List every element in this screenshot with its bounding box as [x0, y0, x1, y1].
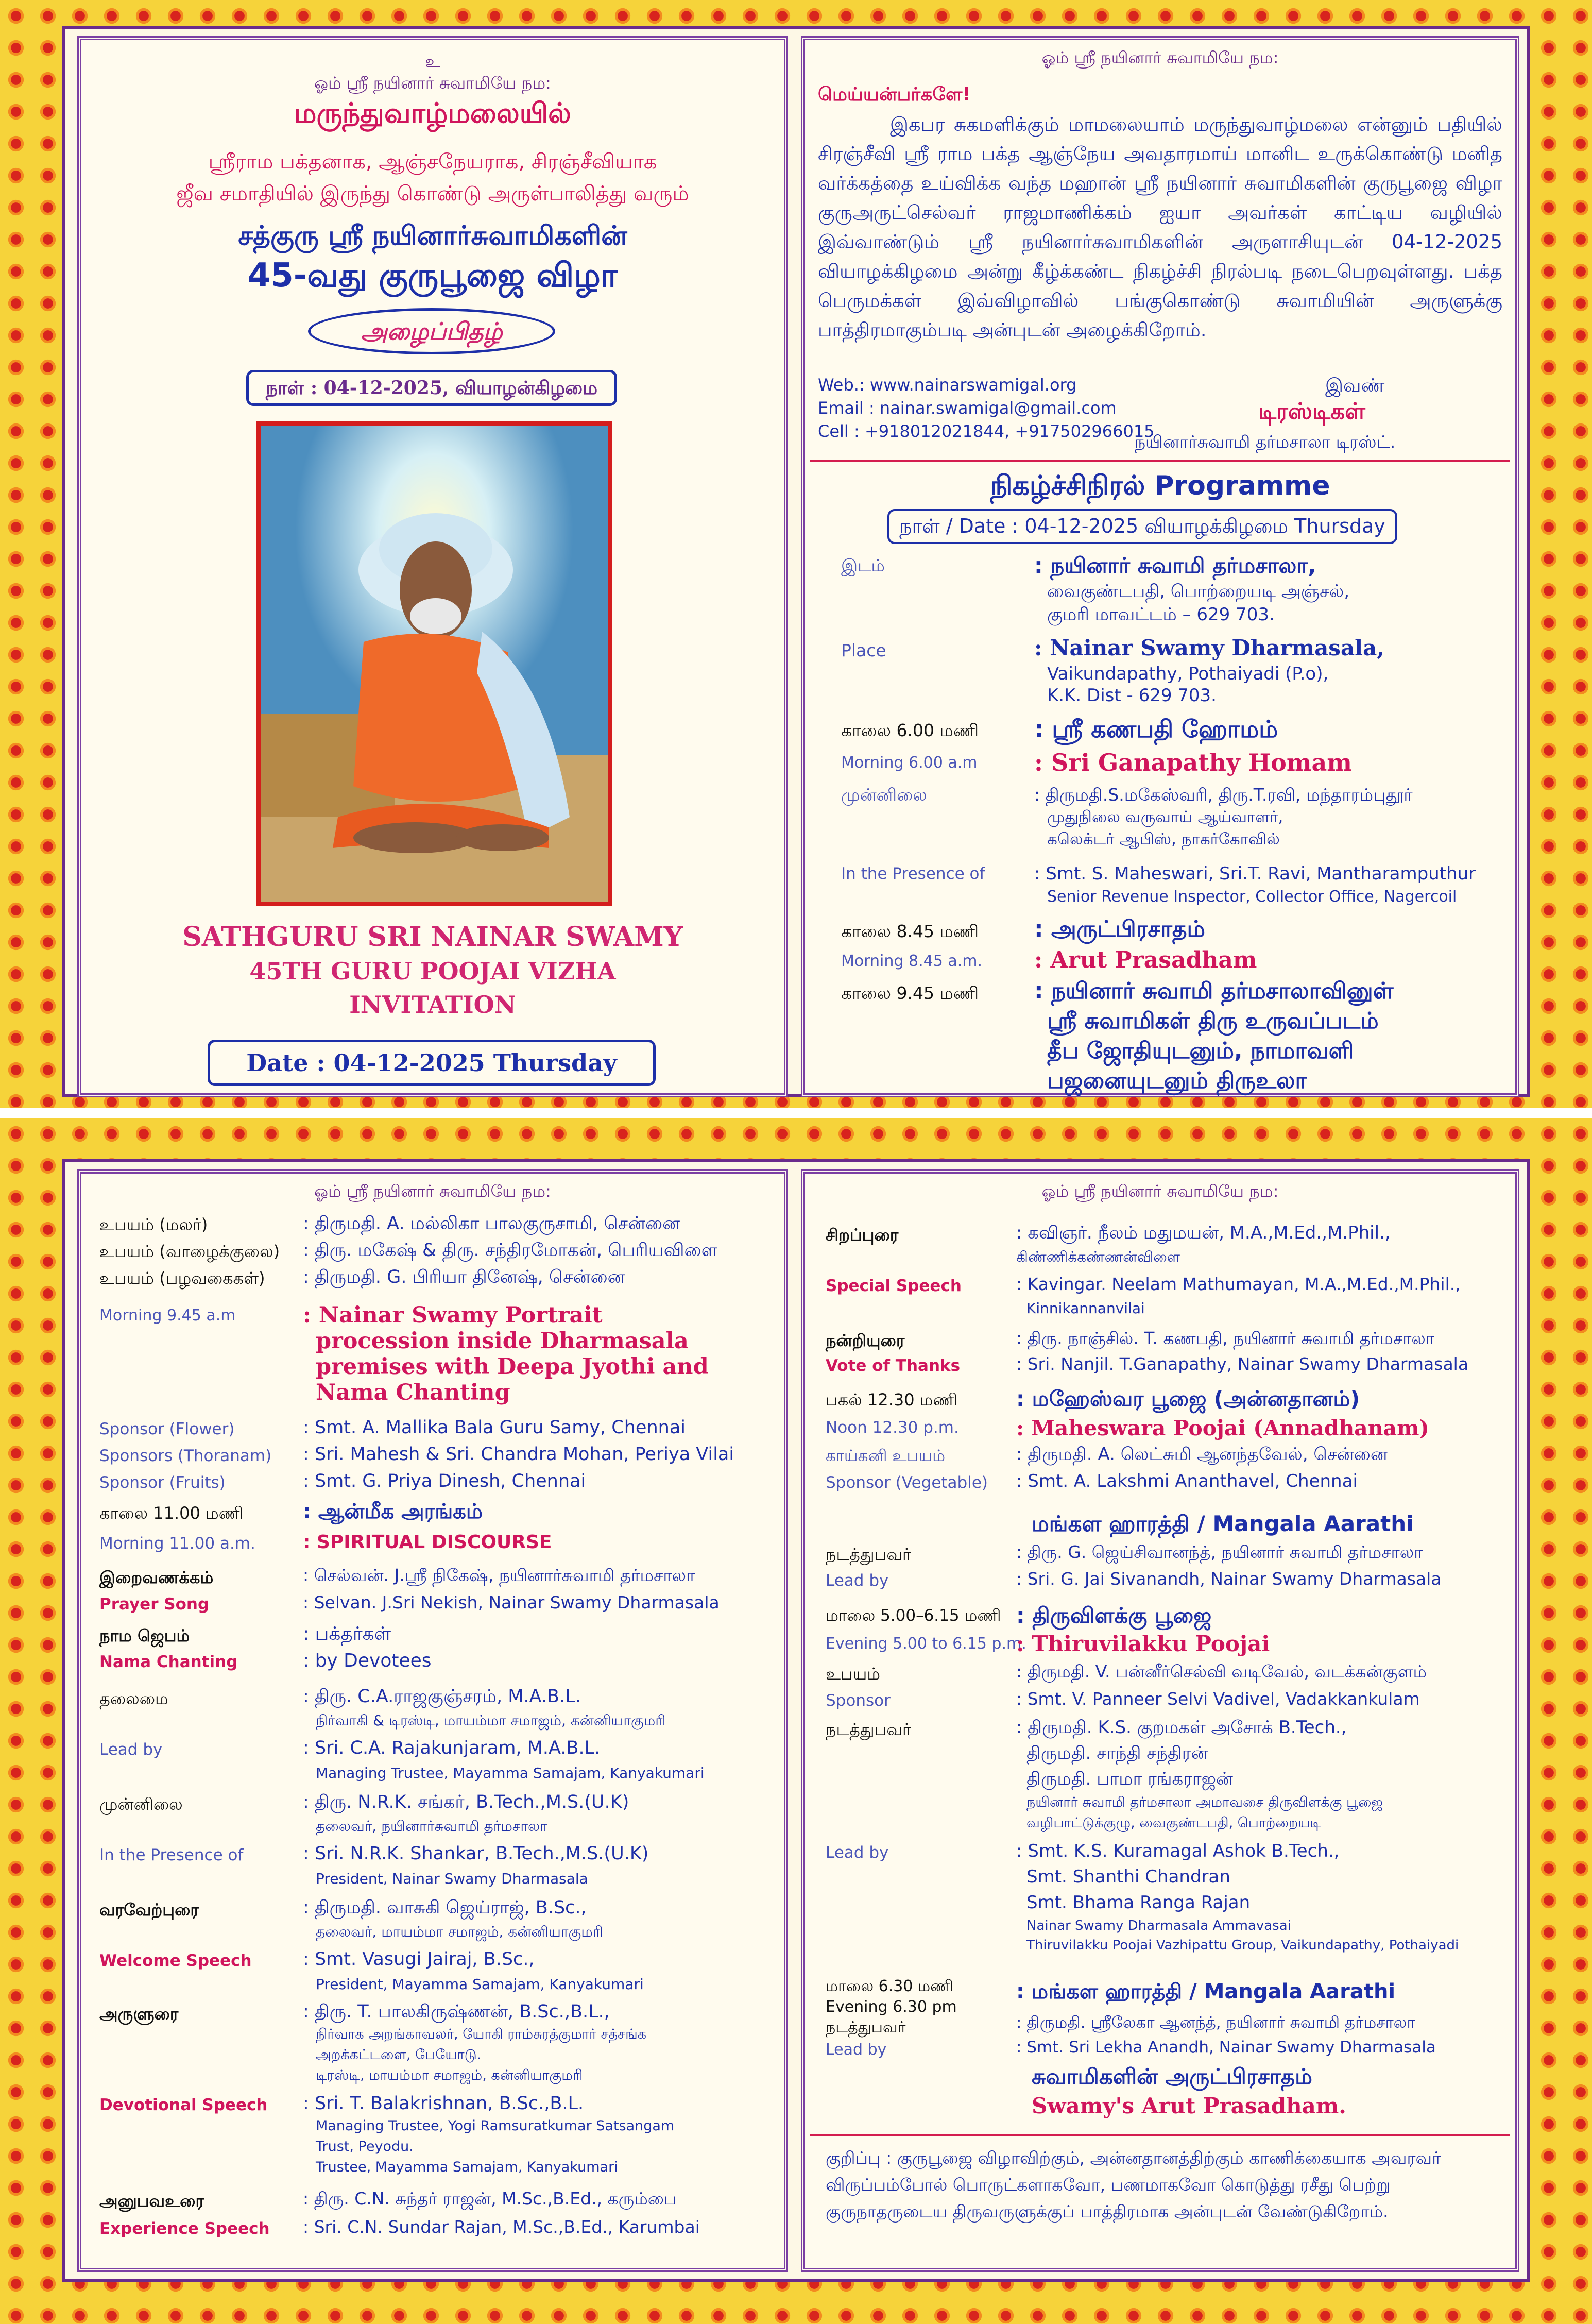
time-6-tamil: காலை 6.00 மணி [841, 720, 979, 740]
noon-value-tamil: : மஹேஸ்வர பூஜை (அன்னதானம்) [1016, 1386, 1360, 1411]
welcome-value-tamil: : திருமதி. வாசுகி ஜெய்ராஜ், B.Sc., [303, 1897, 587, 1918]
nama-label-english: Nama Chanting [99, 1653, 238, 1671]
lamp-lead-tamil-1: : திருமதி. K.S. குறமகள் அசோக் B.Tech., [1016, 1717, 1347, 1738]
lamp-lead-tamil-3: திருமதி. பாமா ரங்கராஜன் [1026, 1769, 1233, 1789]
invitation-sheet-back [0, 1118, 1592, 2324]
presence-english-2: Senior Revenue Inspector, Collector Office, Nagercoil [1047, 888, 1457, 906]
event-homam-english: : Sri Ganapathy Homam [1034, 749, 1352, 776]
lamp-lead-label-tamil: நடத்துபவர் [826, 1720, 911, 1739]
arathi-heading: : மங்கள ஹாரத்தி / Mangala Aarathi [1016, 1980, 1396, 2004]
presence-tamil-3: கலெக்டர் ஆபிஸ், நாகர்கோவில் [1047, 830, 1280, 849]
arathi-lead-label-english: Lead by [826, 2041, 887, 2059]
lead-value-tamil: : திரு. C.A.ராஜகுஞ்சரம், M.A.B.L. [303, 1686, 581, 1707]
place-english-2: Vaikundapathy, Pothaiyadi (P.o), [1047, 664, 1329, 684]
greeting: மெய்யன்பர்களே! [818, 84, 971, 105]
event-homam-tamil: : ஸ்ரீ கணபதி ஹோமம் [1034, 715, 1278, 743]
left-panel-back [77, 1169, 788, 2272]
event-prasadham-english: : Arut Prasadham [1034, 947, 1257, 973]
date-tamil: நாள் : 04-12-2025, வியாழன்கிழமை [265, 377, 598, 399]
devotional-sub-tamil-3: டிரஸ்டி, மாயம்மா சமாஜம், கன்னியாகுமரி [316, 2067, 583, 2083]
date-box-english [208, 1040, 656, 1086]
sponsor-thoranam-value: : Sri. Mahesh & Sri. Chandra Mohan, Periya Vilai [303, 1444, 734, 1465]
procession-2: procession inside Dharmasala [316, 1328, 689, 1354]
evening-value-tamil: : திருவிளக்கு பூஜை [1016, 1603, 1212, 1628]
om-line-right: ஓம் ஸ்ரீ நயினார் சுவாமியே நம: [1041, 48, 1279, 67]
nama-value-tamil: : பக்தர்கள் [303, 1623, 391, 1644]
special-label-tamil: சிறப்புரை [826, 1225, 899, 1245]
lamp-lead-label-english: Lead by [826, 1843, 889, 1862]
note-text: குறிப்பு : குருபூஜை விழாவிற்கும், அன்னதானத்திற்கும் காணிக்கையாக அவரவர் விருப்பம்போல் பொருட்களாகவோ, பணமாகவோ கொடுத்து ரசீது பெற்று குருநாதருடைய திருவருளுக்குப் பாத்திரமாக அன்புடன் வேண்டுகிறோம். [826, 2148, 1441, 2221]
place-label-tamil: இடம் [841, 555, 885, 575]
trust-name: நயினார்சுவாமி தர்மசாலா டிரஸ்ட். [1135, 432, 1396, 452]
presence-sub-tamil-2: தலைவர், நயினார்சுவாமி தர்மசாலா [316, 1818, 547, 1835]
presence-tamil-2: முதுநிலை வருவாய் ஆய்வாளர், [1047, 808, 1283, 826]
discourse-tamil: : ஆன்மீக அரங்கம் [303, 1500, 483, 1523]
prayer-value-tamil: : செல்வன். J.ஸ்ரீ நிகேஷ், நயினார்சுவாமி தர்மசாலா [303, 1565, 695, 1585]
evening-label-english: Evening 5.00 to 6.15 p.m. [826, 1635, 1026, 1653]
time-845-tamil: காலை 8.45 மணி [841, 921, 979, 941]
time-11-english: Morning 11.00 a.m. [99, 1534, 255, 1553]
presence-sub-english-2: President, Nainar Swamy Dharmasala [316, 1870, 588, 1887]
right-panel-back [801, 1169, 1519, 2272]
sponsor-flower-value: : Smt. A. Mallika Bala Guru Samy, Chennai [303, 1417, 686, 1438]
om-line-back-left: ஓம் ஸ்ரீ நயினார் சுவாமியே நம: [314, 1181, 551, 1201]
procession-1: : Nainar Swamy Portrait [303, 1302, 603, 1328]
lamp-lead-english-sub-2: Thiruvilakku Poojai Vazhipattu Group, Vaikundapathy, Pothaiyadi [1026, 1938, 1459, 1953]
arathi-lead-tamil: : திருமதி. ஸ்ரீலேகா ஆனந்த், நயினார் சுவாமி தர்மசாலா [1016, 2013, 1415, 2032]
ubayam-flower-value: : திருமதி. A. மல்லிகா பாலகுருசாமி, சென்னை [303, 1213, 680, 1234]
presence-value-english-2: : Sri. N.R.K. Shankar, B.Tech.,M.S.(U.K) [303, 1843, 649, 1864]
invitation-oval [308, 308, 555, 354]
time-945-label: Morning 9.45 a.m [99, 1307, 236, 1325]
date-box-tamil [246, 370, 617, 406]
special-sub-tamil: கிண்ணிக்கண்ணன்விளை [1016, 1248, 1180, 1265]
devotional-value-tamil: : திரு. T. பாலகிருஷ்ணன், B.Sc.,B.L., [303, 2001, 610, 2022]
arathi-lead-label-tamil: நடத்துபவர் [826, 2018, 906, 2037]
welcome-sub-tamil: தலைவர், மாயம்மா சமாஜம், கன்னியாகுமரி [316, 1923, 603, 1940]
devotional-label-tamil: அருளுரை [99, 2004, 179, 2024]
time-945-tamil: காலை 9.45 மணி [841, 983, 979, 1003]
thanks-label-tamil: நன்றியுரை [826, 1331, 905, 1350]
special-label-english: Special Speech [826, 1277, 962, 1295]
veg-label-tamil: காய்கனி உபயம் [826, 1447, 946, 1465]
conduct-label-tamil: நடத்துபவர் [826, 1545, 911, 1564]
english-date: Date : 04-12-2025 Thursday [246, 1049, 617, 1077]
lead-sub-english: Managing Trustee, Mayamma Samajam, Kanyakumari [316, 1765, 705, 1782]
lead-label-english: Lead by [99, 1740, 163, 1759]
ubayam-fruits-label: உபயம் (பழவகைகள்) [99, 1268, 265, 1288]
sponsor-fruits-label: Sponsor (Fruits) [99, 1473, 226, 1492]
special-value-english: : Kavingar. Neelam Mathumayan, M.A.,M.Ed.,M.Phil., [1016, 1274, 1461, 1294]
om-line-back-right: ஓம் ஸ்ரீ நயினார் சுவாமியே நம: [1041, 1181, 1279, 1201]
ubayam-label-tamil: உபயம் [826, 1664, 881, 1684]
lead-sub-tamil: நிர்வாகி & டிரஸ்டி, மாயம்மா சமாஜம், கன்னியாகுமரி [316, 1712, 666, 1729]
trustees-label: டிரஸ்டிகள் [1258, 398, 1365, 425]
conduct-value-tamil: : திரு. G. ஜெய்சிவானந்த், நயினார் சுவாமி தர்மசாலா [1016, 1542, 1423, 1562]
experience-value-tamil: : திரு. C.N. சுந்தர் ராஜன், M.Sc.,B.Ed., கரும்பை [303, 2189, 677, 2209]
place-tamil-2: வைகுண்டபதி, பொற்றையடி அஞ்சல், [1047, 581, 1349, 602]
devotional-sub-english-1: Managing Trustee, Yogi Ramsuratkumar Satsangam [316, 2118, 675, 2134]
invitation-paragraph: இகபர சுகமளிக்கும் மாமலையாம் மருந்துவாழ்மலை என்னும் பதியில் சிரஞ்சீவி ஸ்ரீ ராம பக்த ஆஞ்நேய அவதாரமாய் மானிட உருக்கொண்டு மனித வர்க்கத்தை உய்விக்க வந்த மஹான் ஸ்ரீ நயினார் சுவாமிகளின் குருபூஜை விழா குருஅருட்செல்வர் ராஜமாணிக்கம் ஐயா அவர்கள் காட்டிய வழியில் இவ்வாண்டும் ஸ்ரீ நயினார்சுவாமிகளின் அருளாசியுடன் 04-12-2025 வியாழக்கிழமை அன்று கீழ்க்கண்ட நிகழ்ச்சி நிரல்படி நடைபெறவுள்ளது. பக்த பெருமக்கள் இவ்விழாவில் பங்குகொண்டு சுவாமியின் அருளுக்கு பாத்திரமாகும்படி அன்புடன் அழைக்கிறோம். [818, 113, 1502, 341]
place-title: மருந்துவாழ்மலையில் [294, 97, 571, 129]
cell-phone: Cell : +918012021844, +917502966015 [818, 421, 1155, 441]
experience-label-tamil: அனுபவஉரை [99, 2191, 204, 2211]
conduct-value-english: : Sri. G. Jai Sivanandh, Nainar Swamy Dharmasala [1016, 1569, 1442, 1589]
ivan-label: இவண் [1325, 375, 1385, 396]
nama-value-english: : by Devotees [303, 1650, 432, 1671]
website: Web.: www.nainarswamigal.org [818, 375, 1077, 395]
prayer-label-tamil: இறைவணக்கம் [99, 1568, 214, 1587]
procession-3: premises with Deepa Jyothi and [316, 1354, 709, 1380]
devotional-value-english: : Sri. T. Balakrishnan, B.Sc.,B.L. [303, 2093, 584, 2114]
email: Email : nainar.swamigal@gmail.com [818, 398, 1117, 418]
welcome-label-tamil: வரவேற்புரை [99, 1900, 199, 1920]
devotional-label-english: Devotional Speech [99, 2096, 268, 2114]
noon-label-tamil: பகல் 12.30 மணி [826, 1390, 958, 1410]
experience-value-english: : Sri. C.N. Sundar Rajan, M.Sc.,B.Ed., Karumbai [303, 2217, 700, 2237]
mangala-heading: மங்கள ஹாரத்தி / Mangala Aarathi [1032, 1511, 1414, 1536]
thanks-label-english: Vote of Thanks [826, 1356, 961, 1375]
prasadham-tamil: சுவாமிகளின் அருட்பிரசாதம் [1032, 2064, 1312, 2089]
ubayam-value-tamil: : திருமதி. V. பன்னீர்செல்வி வடிவேல், வடக்கன்குளம் [1016, 1661, 1427, 1682]
noon-label-english: Noon 12.30 p.m. [826, 1418, 959, 1437]
event-procession-4: பஜனையுடனும் திருஉலா [1047, 1067, 1307, 1094]
veg-value-tamil: : திருமதி. A. லெட்சுமி ஆனந்தவேல், சென்னை [1016, 1444, 1388, 1465]
place-english-3: K.K. Dist - 629 703. [1047, 685, 1217, 706]
lamp-lead-english-1: : Smt. K.S. Kuramagal Ashok B.Tech., [1016, 1841, 1340, 1861]
place-tamil-3: குமரி மாவட்டம் – 629 703. [1047, 604, 1275, 625]
ubayam-fruits-value: : திருமதி. G. பிரியா தினேஷ், சென்னை [303, 1267, 625, 1287]
sponsor-flower-label: Sponsor (Flower) [99, 1420, 235, 1438]
evening-label-tamil: மாலை 5.00–6.15 மணி [826, 1606, 1001, 1625]
ubayam-flower-label: உபயம் (மலர்) [99, 1215, 208, 1234]
veg-value-english: : Smt. A. Lakshmi Ananthavel, Chennai [1016, 1471, 1358, 1491]
welcome-sub-english: President, Mayamma Samajam, Kanyakumari [316, 1976, 644, 1993]
lamp-lead-tamil-2: திருமதி. சாந்தி சந்திரன் [1026, 1743, 1208, 1763]
lamp-lead-english-3: Smt. Bhama Ranga Rajan [1026, 1892, 1251, 1913]
lamp-lead-tamil-sub-1: நயினார் சுவாமி தர்மசாலா அமாவசை திருவிளக்கு பூஜை [1026, 1794, 1383, 1810]
english-title: SATHGURU SRI NAINAR SWAMY [182, 921, 683, 953]
presence-tamil-1: : திருமதி.S.மகேஸ்வரி, திரு.T.ரவி, மந்தாரம்புதூர் [1034, 785, 1413, 805]
experience-label-english: Experience Speech [99, 2219, 270, 2238]
note-divider [810, 2134, 1510, 2136]
event-procession-3: தீப ஜோதியுடனும், நாமாவளி [1047, 1038, 1354, 1064]
right-panel-front [801, 36, 1519, 1097]
devotional-sub-tamil-1: நிர்வாக அறங்காவலர், யோகி ராம்சுரத்குமார் சத்சங்க [316, 2026, 647, 2042]
presence-english-1: : Smt. S. Maheswari, Sri.T. Ravi, Mantharamputhur [1034, 863, 1476, 884]
devotional-sub-english-2: Trust, Peyodu. [316, 2139, 414, 2155]
prasadham-english: Swamy's Arut Prasadham. [1032, 2093, 1346, 2118]
title-line-1: சத்குரு ஸ்ரீ நயினார்சுவாமிகளின் [238, 220, 627, 251]
place-tamil-1: : நயினார் சுவாமி தர்மசாலா, [1034, 553, 1316, 578]
special-value-tamil: : கவிஞர். நீலம் மதுமயன், M.A.,M.Ed.,M.Phil., [1016, 1223, 1391, 1243]
lamp-lead-english-sub-1: Nainar Swamy Dharmasala Ammavasai [1026, 1918, 1291, 1933]
presence-label-tamil-2: முன்னிலை [99, 1794, 183, 1814]
lead-value-english: : Sri. C.A. Rajakunjaram, M.A.B.L. [303, 1738, 601, 1758]
time-845-english: Morning 8.45 a.m. [841, 952, 982, 970]
programme-date: நாள் / Date : 04-12-2025 வியாழக்கிழமை Thursday [899, 515, 1385, 537]
conduct-label-english: Lead by [826, 1571, 889, 1590]
place-label-english: Place [841, 640, 886, 660]
veg-label-english: Sponsor (Vegetable) [826, 1473, 988, 1492]
portrait-illustration [261, 426, 608, 902]
ubayam-value-english: : Smt. V. Panneer Selvi Vadivel, Vadakkankulam [1016, 1689, 1420, 1709]
invitation-sheet-front [0, 0, 1592, 1108]
ubayam-banana-label: உபயம் (வாழைக்குலை) [99, 1242, 280, 1261]
divider [810, 460, 1510, 462]
swamy-portrait [256, 421, 612, 906]
welcome-label-english: Welcome Speech [99, 1952, 252, 1970]
ubayam-banana-value: : திரு. மகேஷ் & திரு. சந்திரமோகன், பெரியவிளை [303, 1240, 718, 1261]
event-procession-2: ஸ்ரீ சுவாமிகள் திரு உருவப்படம் [1047, 1008, 1379, 1034]
sponsor-thoranam-label: Sponsors (Thoranam) [99, 1447, 272, 1465]
ubayam-label-english: Sponsor [826, 1691, 891, 1710]
prayer-label-english: Prayer Song [99, 1595, 210, 1614]
arathi-time-english: Evening 6.30 pm [826, 1998, 957, 2016]
time-6-english: Morning 6.00 a.m [841, 754, 978, 772]
evening-value-english: : Thiruvilakku Poojai [1016, 1631, 1270, 1656]
programme-heading: நிகழ்ச்சிநிரல் Programme [990, 470, 1330, 501]
presence-label-english-2: In the Presence of [99, 1846, 244, 1864]
arathi-time-tamil: மாலை 6.30 மணி [826, 1977, 953, 1995]
welcome-value-english: : Smt. Vasugi Jairaj, B.Sc., [303, 1949, 535, 1970]
event-procession-1: : நயினார் சுவாமி தர்மசாலாவினுள் [1034, 978, 1394, 1004]
om-line: உ ஓம் ஸ்ரீ நயினார் சுவாமியே நம: [314, 52, 551, 93]
presence-label-tamil: முன்னிலை [841, 785, 927, 805]
place-english-1: : Nainar Swamy Dharmasala, [1034, 635, 1384, 660]
title-line-2: 45-வது குருபூஜை விழா [247, 257, 618, 295]
arathi-lead-english: : Smt. Sri Lekha Anandh, Nainar Swamy Dharmasala [1016, 2038, 1436, 2057]
invitation-label: அழைப்பிதழ் [361, 317, 503, 345]
nama-label-tamil: நாம ஜெபம் [99, 1626, 190, 1646]
noon-value-english: : Maheswara Poojai (Annadhanam) [1016, 1416, 1429, 1440]
lamp-lead-tamil-sub-2: வழிபாட்டுக்குழு, வைகுண்டபதி, பொற்றையடி [1026, 1815, 1321, 1831]
left-panel-front [77, 36, 788, 1097]
procession-4: Nama Chanting [316, 1380, 510, 1405]
event-prasadham-tamil: : அருட்பிரசாதம் [1034, 916, 1205, 942]
intro-text: ஸ்ரீராம பக்தனாக, ஆஞ்சநேயராக, சிரஞ்சீவியாக ஜீவ சமாதியில் இருந்து கொண்டு அருள்பாலித்து வரும் [176, 150, 689, 206]
sponsor-fruits-value: : Smt. G. Priya Dinesh, Chennai [303, 1471, 586, 1491]
english-subtitle-2: INVITATION [349, 991, 516, 1019]
thanks-value-english: : Sri. Nanjil. T.Ganapathy, Nainar Swamy Dharmasala [1016, 1354, 1469, 1374]
devotional-sub-english-3: Trustee, Mayamma Samajam, Kanyakumari [316, 2159, 618, 2175]
lead-label-tamil: தலைமை [99, 1689, 168, 1708]
english-subtitle-1: 45TH GURU POOJAI VIZHA [249, 957, 616, 985]
prayer-value-english: : Selvan. J.Sri Nekish, Nainar Swamy Dharmasala [303, 1592, 720, 1613]
presence-label-english: In the Presence of [841, 864, 985, 883]
discourse-english: : SPIRITUAL DISCOURSE [303, 1532, 552, 1553]
time-11-tamil: காலை 11.00 மணி [99, 1503, 244, 1523]
thanks-value-tamil: : திரு. நாஞ்சில். T. கணபதி, நயினார் சுவாமி தர்மசாலா [1016, 1328, 1434, 1348]
devotional-sub-tamil-2: அறக்கட்டளை, பேயோடு. [316, 2047, 482, 2063]
special-sub-english: Kinnikannanvilai [1026, 1300, 1145, 1317]
lamp-lead-english-2: Smt. Shanthi Chandran [1026, 1867, 1230, 1887]
programme-date-box [887, 509, 1397, 544]
presence-value-tamil-2: : திரு. N.R.K. சங்கர், B.Tech.,M.S.(U.K) [303, 1792, 629, 1812]
